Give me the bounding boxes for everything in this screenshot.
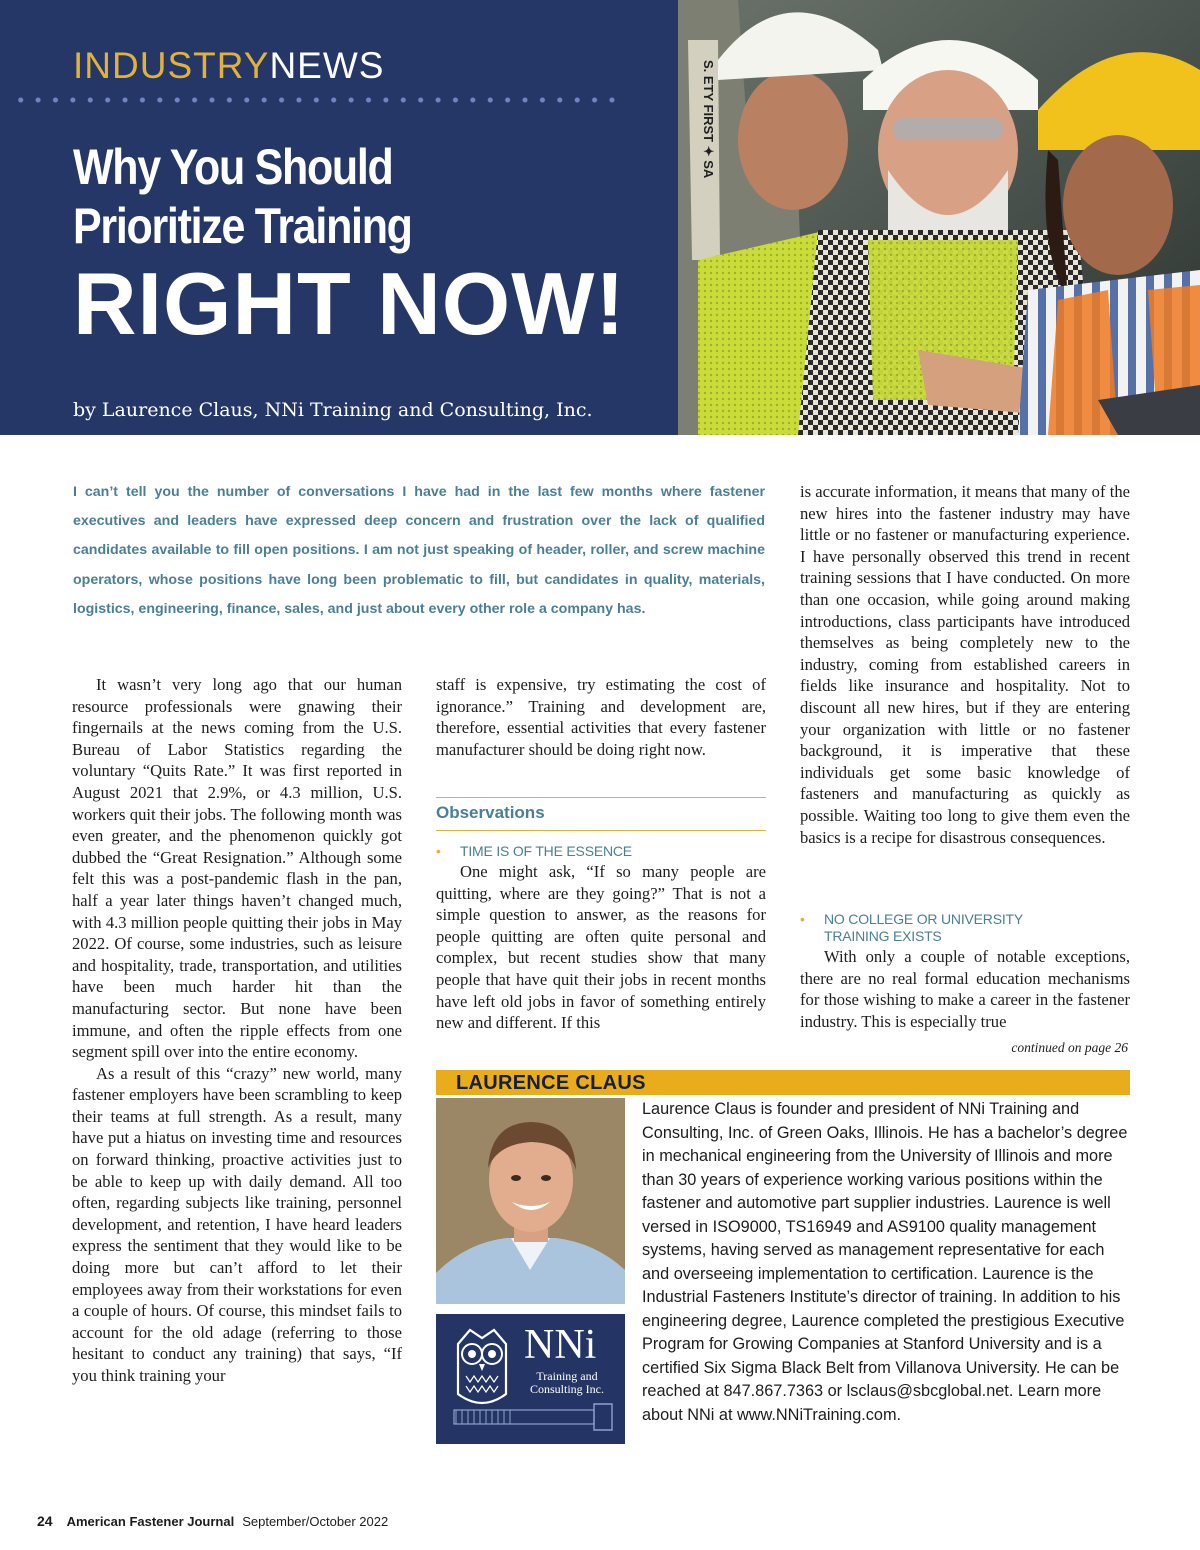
paragraph: It wasn’t very long ago that our human resource professionals were gnawing their fingernails at the news coming from the U.S. Bureau of Labor Statistics regarding the voluntary “Quits Rate.” It was first reported in August 2021 that 2.9%, or 4.3 million, U.S. workers quit their jobs. The following month was even greater, and the phenomenon quickly got dubbed the “Great Resignation.” Although some felt this was a post-pandemic flash in the pan, half a year later things haven’t changed much, with 4.3 million people quitting their jobs in May 2022. Of course, some industries, such as leisure and hospitality, trade, transportation, and utilities have been much harder hit than the manufacturing sector. But none have been immune, and often the ripple effects from one segment spill over into the entire economy. bbox=[72, 675, 402, 1062]
subheading-no-college bbox=[800, 911, 1130, 945]
intro-paragraph: I can’t tell you the number of conversations I have had in the last few months where fastener executives and leaders have expressed deep concern and frustration over the lack of qualified candidates available to fill open positions. I am not just speaking of header, roller, and screw machine operators, whose positions have long been problematic to fill, but candidates in quality, materials, logistics, engineering, finance, sales, and just about every other role a company has. bbox=[73, 484, 765, 617]
author-portrait bbox=[436, 1098, 625, 1304]
banner-navy-panel bbox=[0, 0, 678, 435]
paragraph: staff is expensive, try estimating the cost of ignorance.” Training and development are, therefore, essential activities that every fastener manufacturer should be doing right now. bbox=[436, 675, 766, 759]
paragraph: As a result of this “crazy” new world, many fastener employers have been scrambling to keep their teams at full strength. As a result, many have put a hiatus on investing time and resources on forward thinking, proactive activities just to be able to keep up with daily demand. All too often, regarding subjects like training, personnel development, and retention, I have heard leaders express the sentiment that they would like to be doing more but can’t afford to let their employees away from their workstations for even a couple of hours. Of course, this mindset fails to account for the old adage (referring to those hesitant to conduct any training) that says, “If you think training your bbox=[72, 1063, 402, 1385]
logo-subtitle bbox=[514, 1370, 620, 1396]
paragraph: With only a couple of notable exceptions, there are no real formal education mechanisms for those wishing to make a career in the fastener industry. This is especially true bbox=[800, 947, 1130, 1031]
continued-note: continued on page 26 bbox=[1011, 1040, 1128, 1055]
workers-photo bbox=[678, 0, 1200, 435]
body-column-2-bottom bbox=[436, 861, 766, 1034]
body-column-2-top bbox=[436, 674, 766, 760]
section-label bbox=[73, 46, 384, 86]
observations-heading-text: Observations bbox=[436, 803, 545, 822]
author-name: LAURENCE CLAUS bbox=[456, 1072, 646, 1094]
page-number: 24 bbox=[37, 1513, 53, 1529]
subheading-time-of-essence bbox=[436, 843, 766, 860]
observations-heading bbox=[436, 797, 766, 831]
bullet-icon: • bbox=[800, 911, 805, 927]
bullet-icon: • bbox=[436, 843, 441, 859]
paragraph: is accurate information, it means that many of the new hires into the fastener industry may have little or no fastener or manufacturing experience. I have personally observed this trend in recent training sessions that I have conducted. On more than one occasion, while going around making introductions, class participants have introduced themselves as being completely new to the industry, coming from established careers in fields like insurance and hospitality. Not to discount all new hires, but if they are entering your organization with little or no fastener background, it is imperative that these individuals get some basic knowledge of fasteners and manufacturing as quickly as possible. Waiting too long to give them even the basics is a recipe for disastrous consequences. bbox=[800, 482, 1130, 847]
title-line-3: RIGHT NOW! bbox=[73, 254, 626, 353]
author-name-bar bbox=[436, 1070, 1130, 1095]
publication-name: American Fastener Journal bbox=[66, 1514, 235, 1529]
issue-date: September/October 2022 bbox=[242, 1514, 389, 1529]
logo-wordmark: NNi bbox=[524, 1322, 597, 1368]
body-column-3-top bbox=[800, 481, 1130, 848]
section-label-industry: INDUSTRY bbox=[73, 45, 270, 86]
title-line-2: Prioritize Training bbox=[73, 198, 412, 254]
logo-subtitle-line-1: Training and bbox=[536, 1369, 598, 1383]
dotted-divider bbox=[12, 95, 622, 105]
subheading-text-line-2: TRAINING EXISTS bbox=[824, 928, 942, 944]
body-column-3-bottom bbox=[800, 946, 1130, 1032]
byline: by Laurence Claus, NNi Training and Consulting, Inc. bbox=[73, 399, 593, 421]
body-column-1 bbox=[72, 674, 402, 1387]
subheading-text-line-1: NO COLLEGE OR UNIVERSITY bbox=[824, 911, 1024, 927]
page-footer bbox=[37, 1513, 388, 1530]
author-bio: Laurence Claus is founder and president of NNi Training and Consulting, Inc. of Green Oaks, Illinois. He has a bachelor’s degree in mechanical engineering from the University of Illinois and more than 30 years of experience working various positions within the fastener and automotive part supplier industries. Laurence is well versed in ISO9000, TS16949 and AS9100 quality management systems, having served as management representative for each and overseeing implementation to certification. Laurence is the Industrial Fasteners Institute’s director of training. In addition to his engineering degree, Laurence completed the prestigious Executive Program for Growing Companies at Stanford University and is a certified Six Sigma Black Belt from Villanova University. He can be reached at 847.867.7363 or lsclaus@sbcglobal.net. Learn more about NNi at www.NNiTraining.com. bbox=[642, 1100, 1128, 1424]
paragraph: One might ask, “If so many people are quitting, where are they going?” That is not a simple question to answer, as the reasons for people quitting are often quite personal and complex, but recent studies show that many people that have quit their jobs in recent months have left old jobs in favor of something entirely new and different. If this bbox=[436, 862, 766, 1033]
author-headshot bbox=[436, 1098, 625, 1304]
helmet-strap-text: S. ETY FIRST ✦ SA bbox=[701, 60, 716, 179]
title-line-1: Why You Should bbox=[73, 139, 393, 195]
section-label-news: NEWS bbox=[269, 45, 385, 86]
article-banner bbox=[0, 0, 1200, 435]
workers-illustration bbox=[678, 0, 1200, 435]
logo-subtitle-line-2: Consulting Inc. bbox=[530, 1382, 604, 1396]
nni-logo bbox=[436, 1314, 625, 1444]
subheading-text: TIME IS OF THE ESSENCE bbox=[460, 843, 632, 859]
